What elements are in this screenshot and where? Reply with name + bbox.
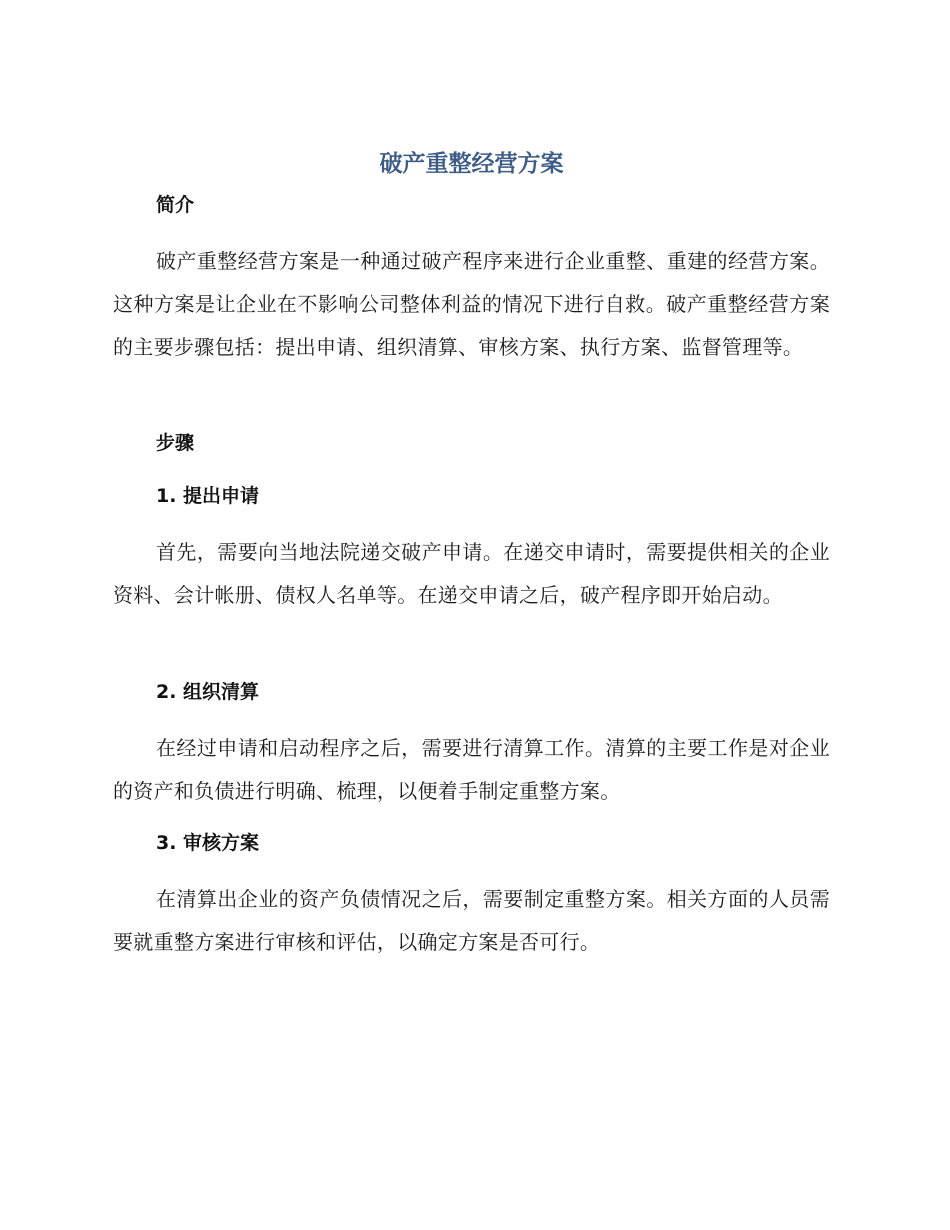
step1-heading: 1. 提出申请 <box>156 485 260 507</box>
intro-paragraph: 破产重整经营方案是一种通过破产程序来进行企业重整、重建的经营方案。这种方案是让企业在不影响公司整体利益的情况下进行自救。破产重整经营方案的主要步骤包括：提出申请、组织清算、审核方案、执行方案、监督管理等。 <box>113 249 830 359</box>
document-title: 破产重整经营方案 <box>379 151 564 177</box>
step2-heading: 2. 组织清算 <box>156 681 260 703</box>
step2-paragraph: 在经过申请和启动程序之后，需要进行清算工作。清算的主要工作是对企业的资产和负债进行明确、梳理，以便着手制定重整方案。 <box>113 736 830 803</box>
step1-paragraph: 首先，需要向当地法院递交破产申请。在递交申请时，需要提供相关的企业资料、会计帐册、债权人名单等。在递交申请之后，破产程序即开始启动。 <box>113 540 830 607</box>
step3-heading: 3. 审核方案 <box>156 832 260 854</box>
section-heading-steps: 步骤 <box>156 432 195 454</box>
step3-paragraph: 在清算出企业的资产负债情况之后，需要制定重整方案。相关方面的人员需要就重整方案进行审核和评估，以确定方案是否可行。 <box>113 887 830 954</box>
section-heading-intro: 简介 <box>156 194 195 216</box>
